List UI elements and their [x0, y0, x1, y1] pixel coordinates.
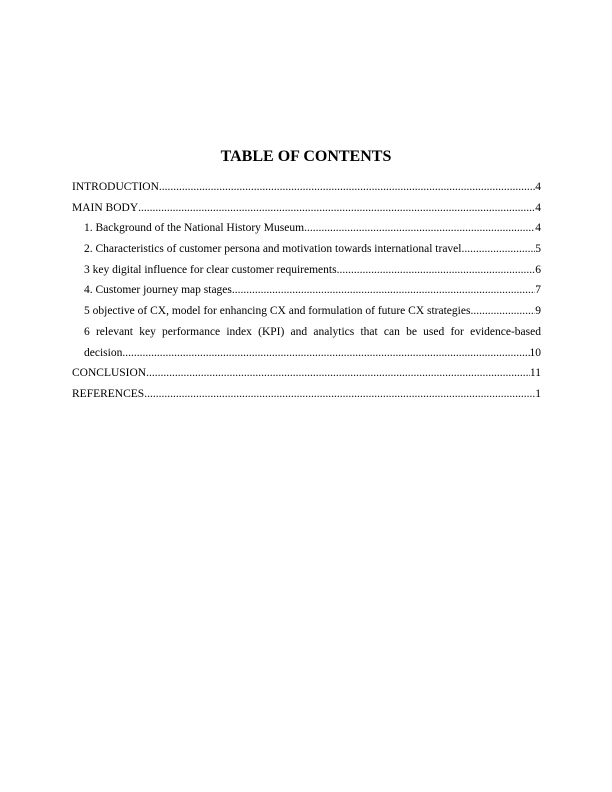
toc-dot-leader [470, 301, 535, 322]
toc-title: TABLE OF CONTENTS [220, 148, 392, 165]
toc-entry-label: 2. Characteristics of customer persona and motivation towards international travel [84, 243, 462, 256]
toc-entry-kpi-line1[interactable] [84, 322, 541, 343]
toc-entry-digital-influence[interactable] [84, 260, 541, 281]
toc-entry-customer-persona[interactable] [84, 239, 541, 260]
toc-page-number: 9 [535, 305, 541, 318]
toc-entry-label: REFERENCES [72, 387, 145, 400]
toc-entry-label: 1. Background of the National History Museum [84, 222, 305, 235]
toc-entry-label: MAIN BODY [72, 201, 139, 214]
toc-page-number: 1 [535, 387, 541, 400]
toc-dot-leader [461, 239, 535, 260]
toc-dot-leader [304, 218, 535, 239]
toc-page-number: 10 [529, 346, 541, 359]
toc-dot-leader [122, 343, 529, 364]
toc-page-number: 7 [535, 284, 541, 297]
toc-page-number: 6 [535, 263, 541, 276]
toc-dot-leader [337, 260, 536, 281]
toc-entry-background[interactable] [84, 218, 541, 239]
toc-entry-main-body[interactable] [72, 198, 541, 219]
toc-page-number: 5 [535, 243, 541, 256]
toc-entry-label: 3 key digital influence for clear customer requirements [84, 263, 337, 276]
toc-entry-kpi-line2[interactable] [84, 343, 541, 364]
toc-entry-label: 5 objective of CX, model for enhancing CX and formulation of future CX strategies [84, 305, 471, 318]
toc-page-number: 4 [535, 201, 541, 214]
toc-page-number: 11 [529, 367, 541, 380]
toc-dot-leader [159, 177, 535, 198]
toc-dot-leader [146, 363, 530, 384]
toc-entry-label: 6 relevant key performance index (KPI) and analytics that can be used for evidence-based [84, 325, 541, 338]
toc-entry-cx-objective[interactable] [84, 301, 541, 322]
toc-dot-leader [144, 384, 535, 405]
toc-entry-label: INTRODUCTION [72, 181, 159, 193]
toc-page-number: 4 [535, 181, 541, 193]
toc-entry-conclusion[interactable] [72, 363, 541, 384]
toc-page-number: 4 [535, 222, 541, 235]
toc-dot-leader [138, 198, 535, 219]
toc-entry-introduction[interactable] [72, 177, 541, 198]
toc-dot-leader [232, 280, 535, 301]
table-of-contents [72, 177, 541, 405]
toc-entry-label: 4. Customer journey map stages [84, 284, 232, 297]
toc-entry-journey-map[interactable] [84, 280, 541, 301]
toc-entry-label: decision [84, 346, 123, 359]
toc-entry-references[interactable] [72, 384, 541, 405]
toc-entry-label: CONCLUSION [72, 367, 147, 380]
